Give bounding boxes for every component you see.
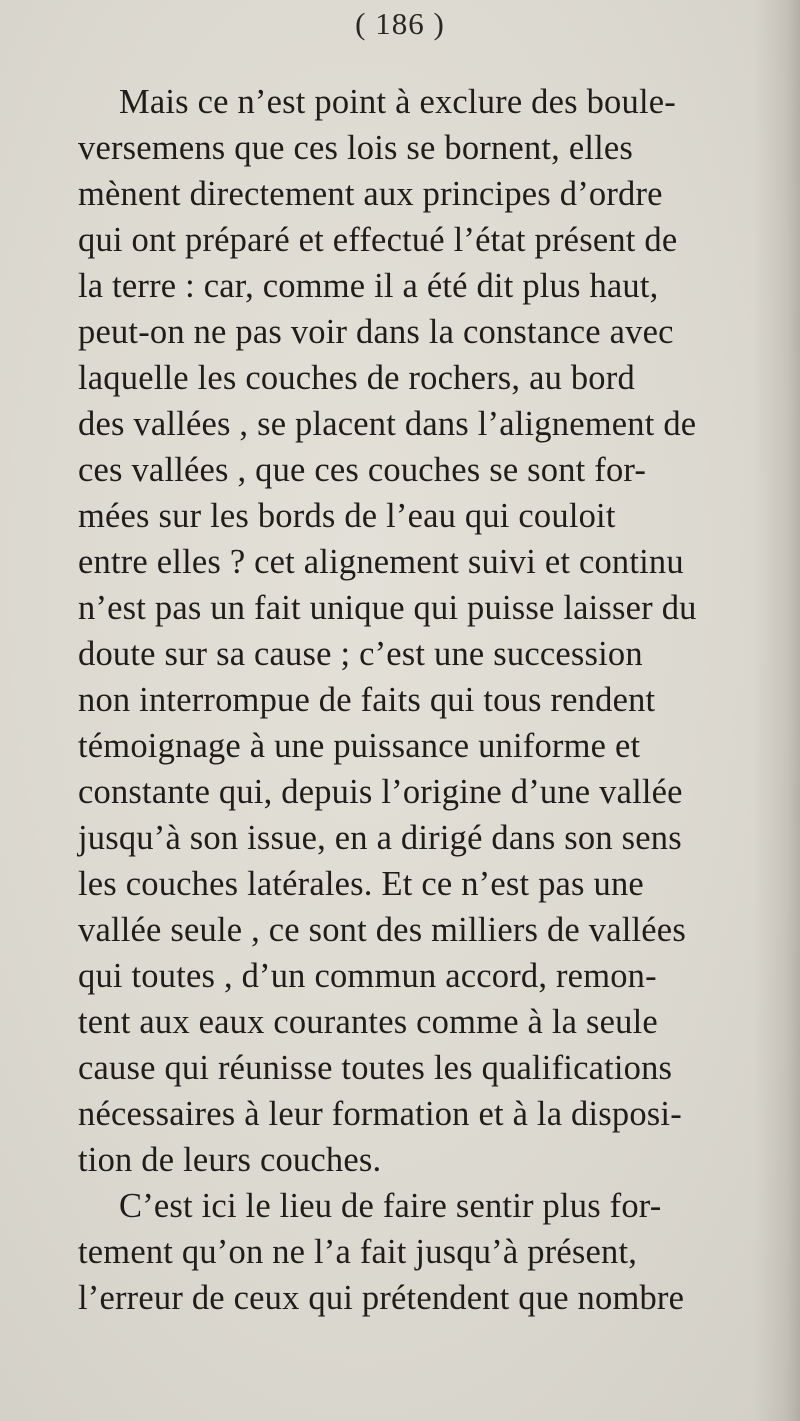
text-line: tent aux eaux courantes comme à la seule bbox=[78, 1003, 658, 1041]
text-line: tement qu’on ne l’a fait jusqu’à présent, bbox=[78, 1233, 638, 1271]
text-line: l’erreur de ceux qui prétendent que nombre bbox=[78, 1279, 685, 1317]
text-line: versemens que ces lois se bornent, elles bbox=[78, 129, 634, 167]
text-line: doute sur sa cause ; c’est une succession bbox=[78, 635, 643, 673]
text-line: n’est pas un fait unique qui puisse laisser du bbox=[78, 589, 697, 627]
text-line: qui ont préparé et effectué l’état présent de bbox=[78, 221, 678, 259]
text-line: mées sur les bords de l’eau qui couloit bbox=[78, 497, 616, 535]
text-line: nécessaires à leur formation et à la disposi- bbox=[78, 1095, 682, 1133]
text-line: la terre : car, comme il a été dit plus haut, bbox=[78, 267, 659, 305]
text-line: jusqu’à son issue, en a dirigé dans son sens bbox=[78, 819, 682, 857]
text-line: ces vallées , que ces couches se sont for- bbox=[78, 451, 647, 489]
text-line: des vallées , se placent dans l’alignement de bbox=[78, 405, 697, 443]
text-line: cause qui réunisse toutes les qualifications bbox=[78, 1049, 673, 1087]
text-line: Mais ce n’est point à exclure des boule- bbox=[119, 83, 676, 121]
page-number: ( 186 ) bbox=[355, 6, 445, 41]
text-line: tion de leurs couches. bbox=[78, 1141, 382, 1179]
text-line: C’est ici le lieu de faire sentir plus for- bbox=[119, 1187, 662, 1225]
text-line: témoignage à une puissance uniforme et bbox=[78, 727, 641, 765]
text-line: vallée seule , ce sont des milliers de vallées bbox=[78, 911, 686, 949]
text-line: les couches latérales. Et ce n’est pas une bbox=[78, 865, 644, 903]
text-line: entre elles ? cet alignement suivi et continu bbox=[78, 543, 684, 581]
text-line: mènent directement aux principes d’ordre bbox=[78, 175, 663, 213]
text-line: qui toutes , d’un commun accord, remon- bbox=[78, 957, 657, 995]
text-line: non interrompue de faits qui tous rendent bbox=[78, 681, 656, 719]
page-edge-shadow bbox=[754, 0, 800, 1421]
text-line: constante qui, depuis l’origine d’une vallée bbox=[78, 773, 683, 811]
text-line: laquelle les couches de rochers, au bord bbox=[78, 359, 635, 397]
text-line: peut-on ne pas voir dans la constance avec bbox=[78, 313, 674, 351]
